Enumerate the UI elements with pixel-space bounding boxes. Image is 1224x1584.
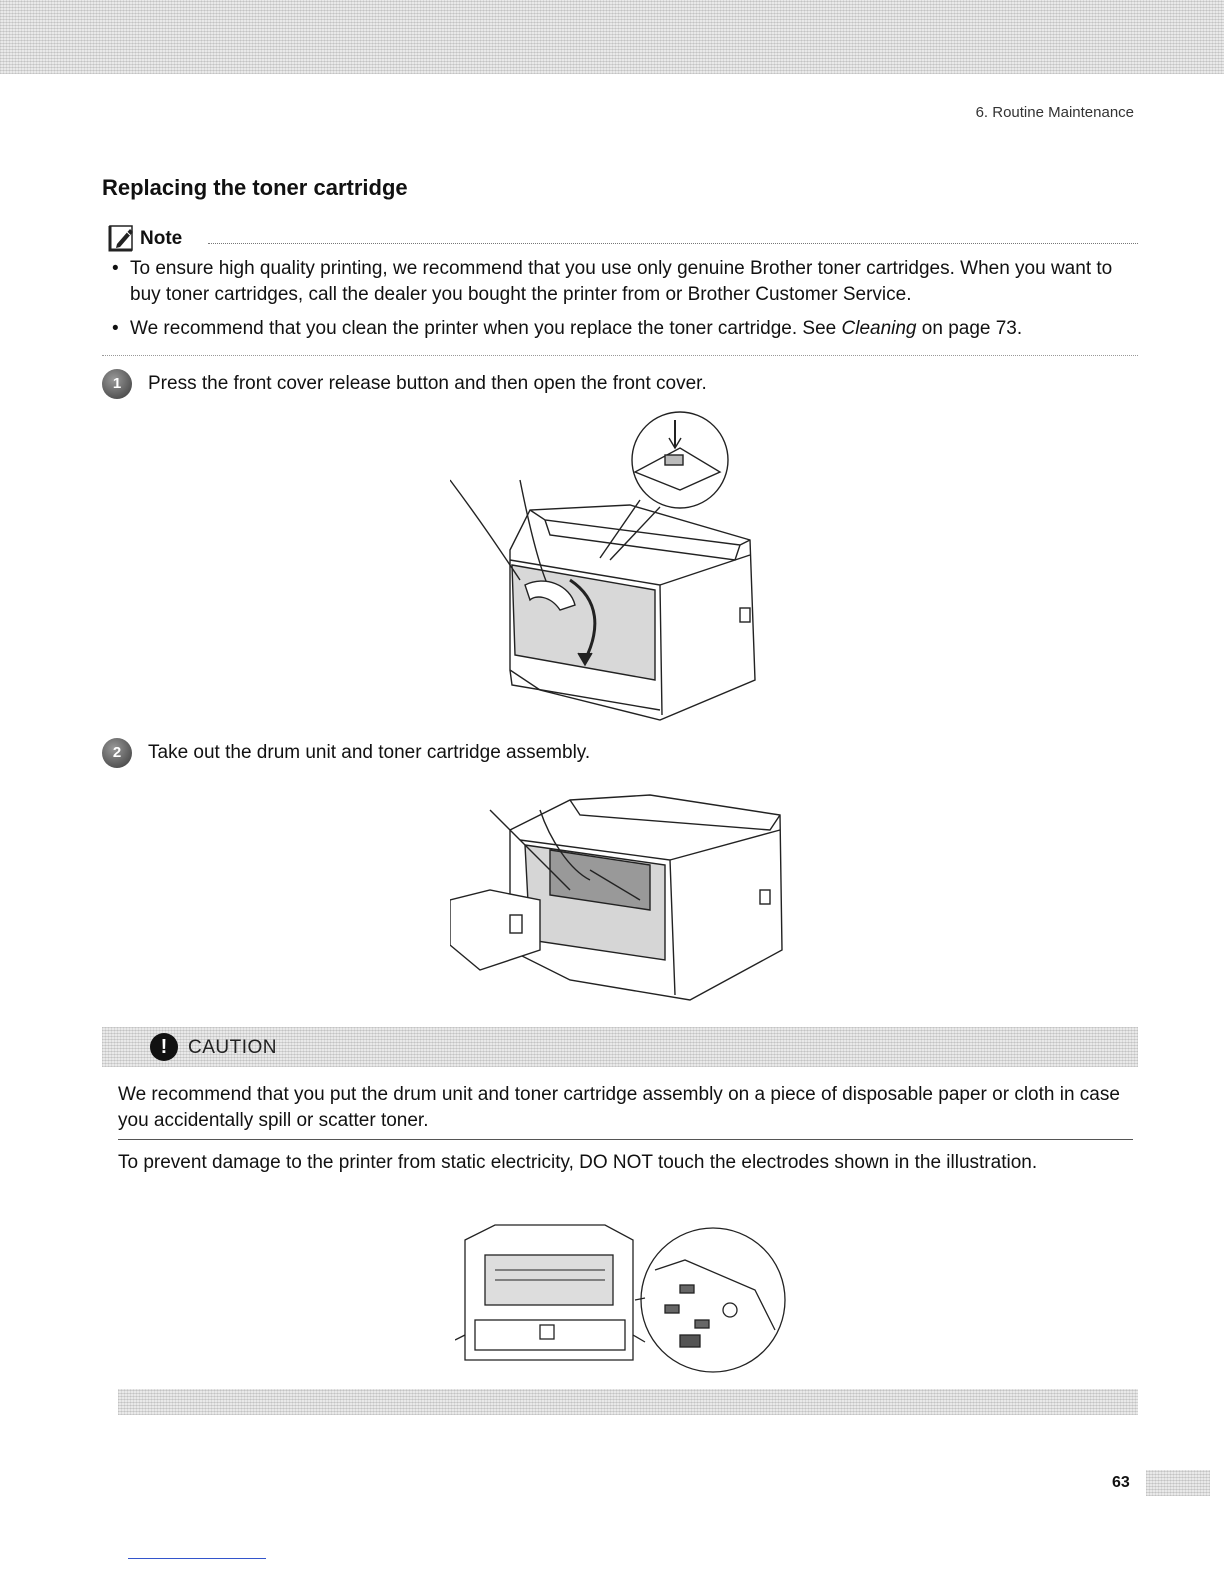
step-number-badge: 2	[102, 738, 132, 768]
chapter-title: 6. Routine Maintenance	[975, 104, 1134, 121]
note-bullet: • We recommend that you clean the printer when you replace the toner cartridge. See Cleaning on page 73.	[112, 318, 1023, 339]
caution-label: CAUTION	[188, 1037, 277, 1058]
step-text: Take out the drum unit and toner cartridge assembly.	[148, 742, 591, 763]
caution-paragraph: We recommend that you put the drum unit and toner cartridge assembly on a piece of disposable paper or cloth in case you accidentally spill or scatter toner.	[118, 1084, 1120, 1131]
note-end-divider	[102, 355, 1138, 356]
cleaning-link[interactable]: Cleaning	[841, 318, 917, 339]
caution-divider	[118, 1139, 1133, 1140]
note-divider	[208, 243, 1138, 244]
note-bullet-text: We recommend that you clean the printer when you replace the toner cartridge. See	[130, 318, 842, 339]
step-text: Press the front cover release button and then open the front cover.	[148, 373, 707, 394]
caution-paragraph: To prevent damage to the printer from static electricity, DO NOT touch the electrodes shown in the illustration.	[118, 1152, 1038, 1173]
header-band	[0, 0, 1224, 74]
page-number: 63	[1112, 1474, 1130, 1491]
note-bullet-text: To ensure high quality printing, we recommend that you use only genuine Brother toner cartridges. When you want to buy toner cartridges, call the dealer you bought the printer from or Brother Customer Service.	[130, 258, 1113, 305]
note-header	[108, 224, 1138, 252]
note-label: Note	[140, 228, 183, 249]
caution-end-band	[118, 1389, 1138, 1415]
step-number-badge: 1	[102, 369, 132, 399]
drum-unit-removal-illustration	[450, 770, 790, 1010]
printer-front-cover-illustration	[450, 410, 780, 730]
footer-rule	[128, 1558, 266, 1559]
page-tab	[1146, 1470, 1210, 1496]
note-bullet-text: on page 73.	[916, 318, 1023, 339]
electrodes-illustration	[455, 1210, 795, 1380]
exclamation-icon: !	[150, 1033, 178, 1061]
note-pencil-icon	[108, 224, 136, 252]
caution-bar	[102, 1027, 1138, 1067]
section-title: Replacing the toner cartridge	[102, 175, 408, 200]
note-bullet: • To ensure high quality printing, we recommend that you use only genuine Brother toner cartridges. When you want to buy toner cartridges, call the dealer you bought the printer from or Brother Customer Service.	[112, 256, 1142, 308]
